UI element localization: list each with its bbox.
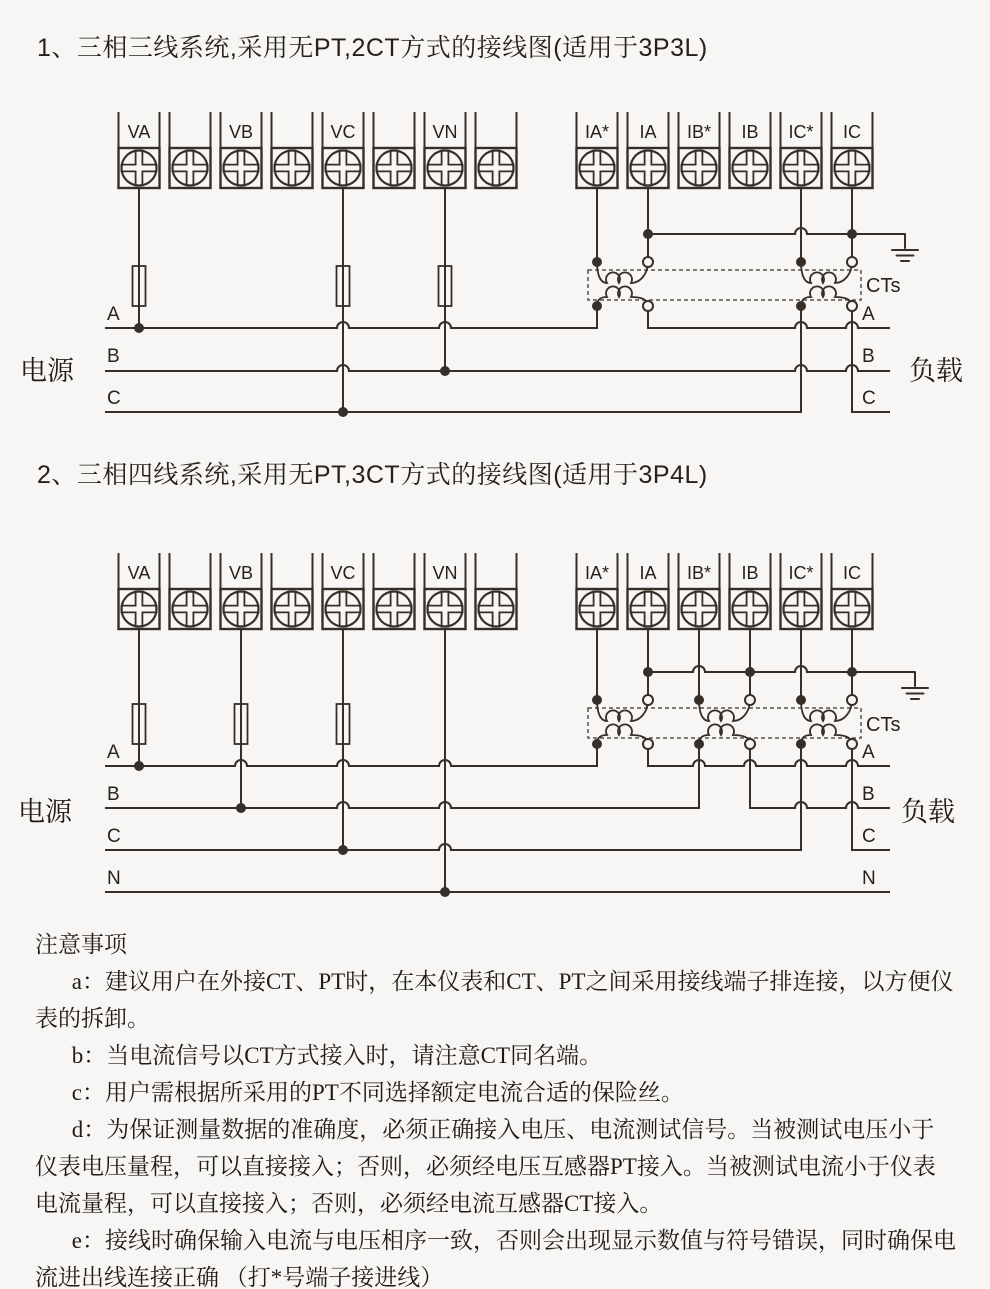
terminal-vc [323, 553, 364, 629]
junctions-1 [134, 229, 857, 417]
earth-ground-icon [892, 234, 918, 261]
phase-n-load: N [862, 868, 876, 889]
current-terminal-block-2 [577, 553, 873, 629]
terminal-label: IB [741, 122, 759, 142]
wires-2 [105, 629, 915, 892]
terminal-ia [628, 553, 669, 629]
phase-c-load: C [862, 826, 876, 847]
terminal-label: IA [639, 563, 657, 583]
terminal-label: IC* [788, 563, 814, 583]
note-item-e: e：接线时确保输入电流与电压相序一致，否则会出现显示数值与符号错误，同时确保电流进出线连接正确 （打*号端子接进线） [35, 1228, 957, 1289]
phase-b-source: B [107, 784, 120, 805]
terminal-vb [221, 112, 262, 188]
terminal-label: IC [843, 122, 861, 142]
terminal-blank [272, 112, 313, 188]
terminal-va [119, 112, 160, 188]
terminal-ib-star [679, 553, 720, 629]
terminal-blank [374, 553, 415, 629]
terminal-vn [425, 112, 466, 188]
terminal-va [119, 553, 160, 629]
terminal-label: IA [639, 122, 657, 142]
diagram1-title: 1、三相三线系统,采用无PT,2CT方式的接线图(适用于3P3L) [37, 34, 708, 62]
terminal-label: VC [330, 563, 356, 583]
ct-group-1 [588, 257, 900, 311]
terminal-label: IA* [584, 563, 610, 583]
note-item-d: d：为保证测量数据的准确度，必须正确接入电压、电流测试信号。当被测试电压小于仪表电压量程，可以直接接入；否则，必须经电压互感器PT接入。当被测试电流小于仪表电流量程，可以直接接入；否则，必须经电流互感器CT接入。 [35, 1117, 936, 1216]
notes-section [35, 926, 957, 1289]
source-label: 电源 [18, 797, 72, 827]
terminal-label: VB [228, 563, 254, 583]
labels-2 [18, 742, 955, 889]
terminal-label: IB* [686, 563, 712, 583]
phase-b-load: B [862, 784, 875, 805]
current-terminal-block-1 [577, 112, 873, 188]
cts-label: CTs [866, 714, 901, 736]
terminal-label: VC [330, 122, 356, 142]
terminal-vc [323, 112, 364, 188]
voltage-terminal-block-1 [119, 112, 517, 188]
terminal-ib [730, 112, 771, 188]
diagram2-title: 2、三相四线系统,采用无PT,3CT方式的接线图(适用于3P4L) [37, 461, 708, 489]
terminal-label: VA [127, 122, 151, 142]
wiring-diagram-3p3l [0, 100, 990, 445]
notes-title: 注意事项 [35, 932, 127, 957]
phase-c-load: C [862, 388, 876, 409]
terminal-ic-star [781, 112, 822, 188]
terminal-blank [170, 112, 211, 188]
terminal-label: VN [432, 563, 458, 583]
wiring-diagram-3p4l [0, 545, 990, 925]
note-item-c: c：用户需根据所采用的PT不同选择额定电流合适的保险丝。 [71, 1080, 684, 1105]
terminal-label: IC* [788, 122, 814, 142]
terminal-blank [476, 553, 517, 629]
phase-a-load: A [862, 304, 875, 325]
terminal-blank [476, 112, 517, 188]
terminal-blank [170, 553, 211, 629]
ct-group-2 [588, 695, 900, 749]
terminal-label: IC [843, 563, 861, 583]
voltage-terminal-block-2 [119, 553, 517, 629]
terminal-ia-star [577, 553, 618, 629]
cts-label: CTs [866, 275, 901, 297]
note-item-b: b：当电流信号以CT方式接入时，请注意CT同名端。 [71, 1043, 603, 1068]
terminal-label: VN [432, 122, 458, 142]
load-label: 负载 [901, 797, 955, 827]
phase-b-load: B [862, 346, 875, 367]
terminal-label: VB [228, 122, 254, 142]
terminal-ia [628, 112, 669, 188]
labels-1 [20, 304, 963, 409]
terminal-ib [730, 553, 771, 629]
phase-c-source: C [107, 388, 121, 409]
terminal-label: IA* [584, 122, 610, 142]
phase-a-source: A [107, 304, 120, 325]
phase-b-source: B [107, 346, 120, 367]
fuses-1 [133, 266, 452, 306]
terminal-blank [374, 112, 415, 188]
earth-ground-icon [902, 672, 928, 699]
load-label: 负载 [909, 356, 963, 386]
terminal-blank [272, 553, 313, 629]
terminal-vn [425, 553, 466, 629]
phase-n-source: N [107, 868, 121, 889]
terminal-ia-star [577, 112, 618, 188]
terminal-vb [221, 553, 262, 629]
terminal-label: VA [127, 563, 151, 583]
terminal-ic [832, 553, 873, 629]
terminal-label: IB* [686, 122, 712, 142]
terminal-ic-star [781, 553, 822, 629]
note-item-a: a：建议用户在外接CT、PT时，在本仪表和CT、PT之间采用接线端子排连接，以方便仪表的拆卸。 [35, 969, 954, 1031]
source-label: 电源 [20, 356, 74, 386]
terminal-label: IB [741, 563, 759, 583]
phase-a-source: A [107, 742, 120, 763]
phase-c-source: C [107, 826, 121, 847]
terminal-ic [832, 112, 873, 188]
phase-a-load: A [862, 742, 875, 763]
terminal-ib-star [679, 112, 720, 188]
